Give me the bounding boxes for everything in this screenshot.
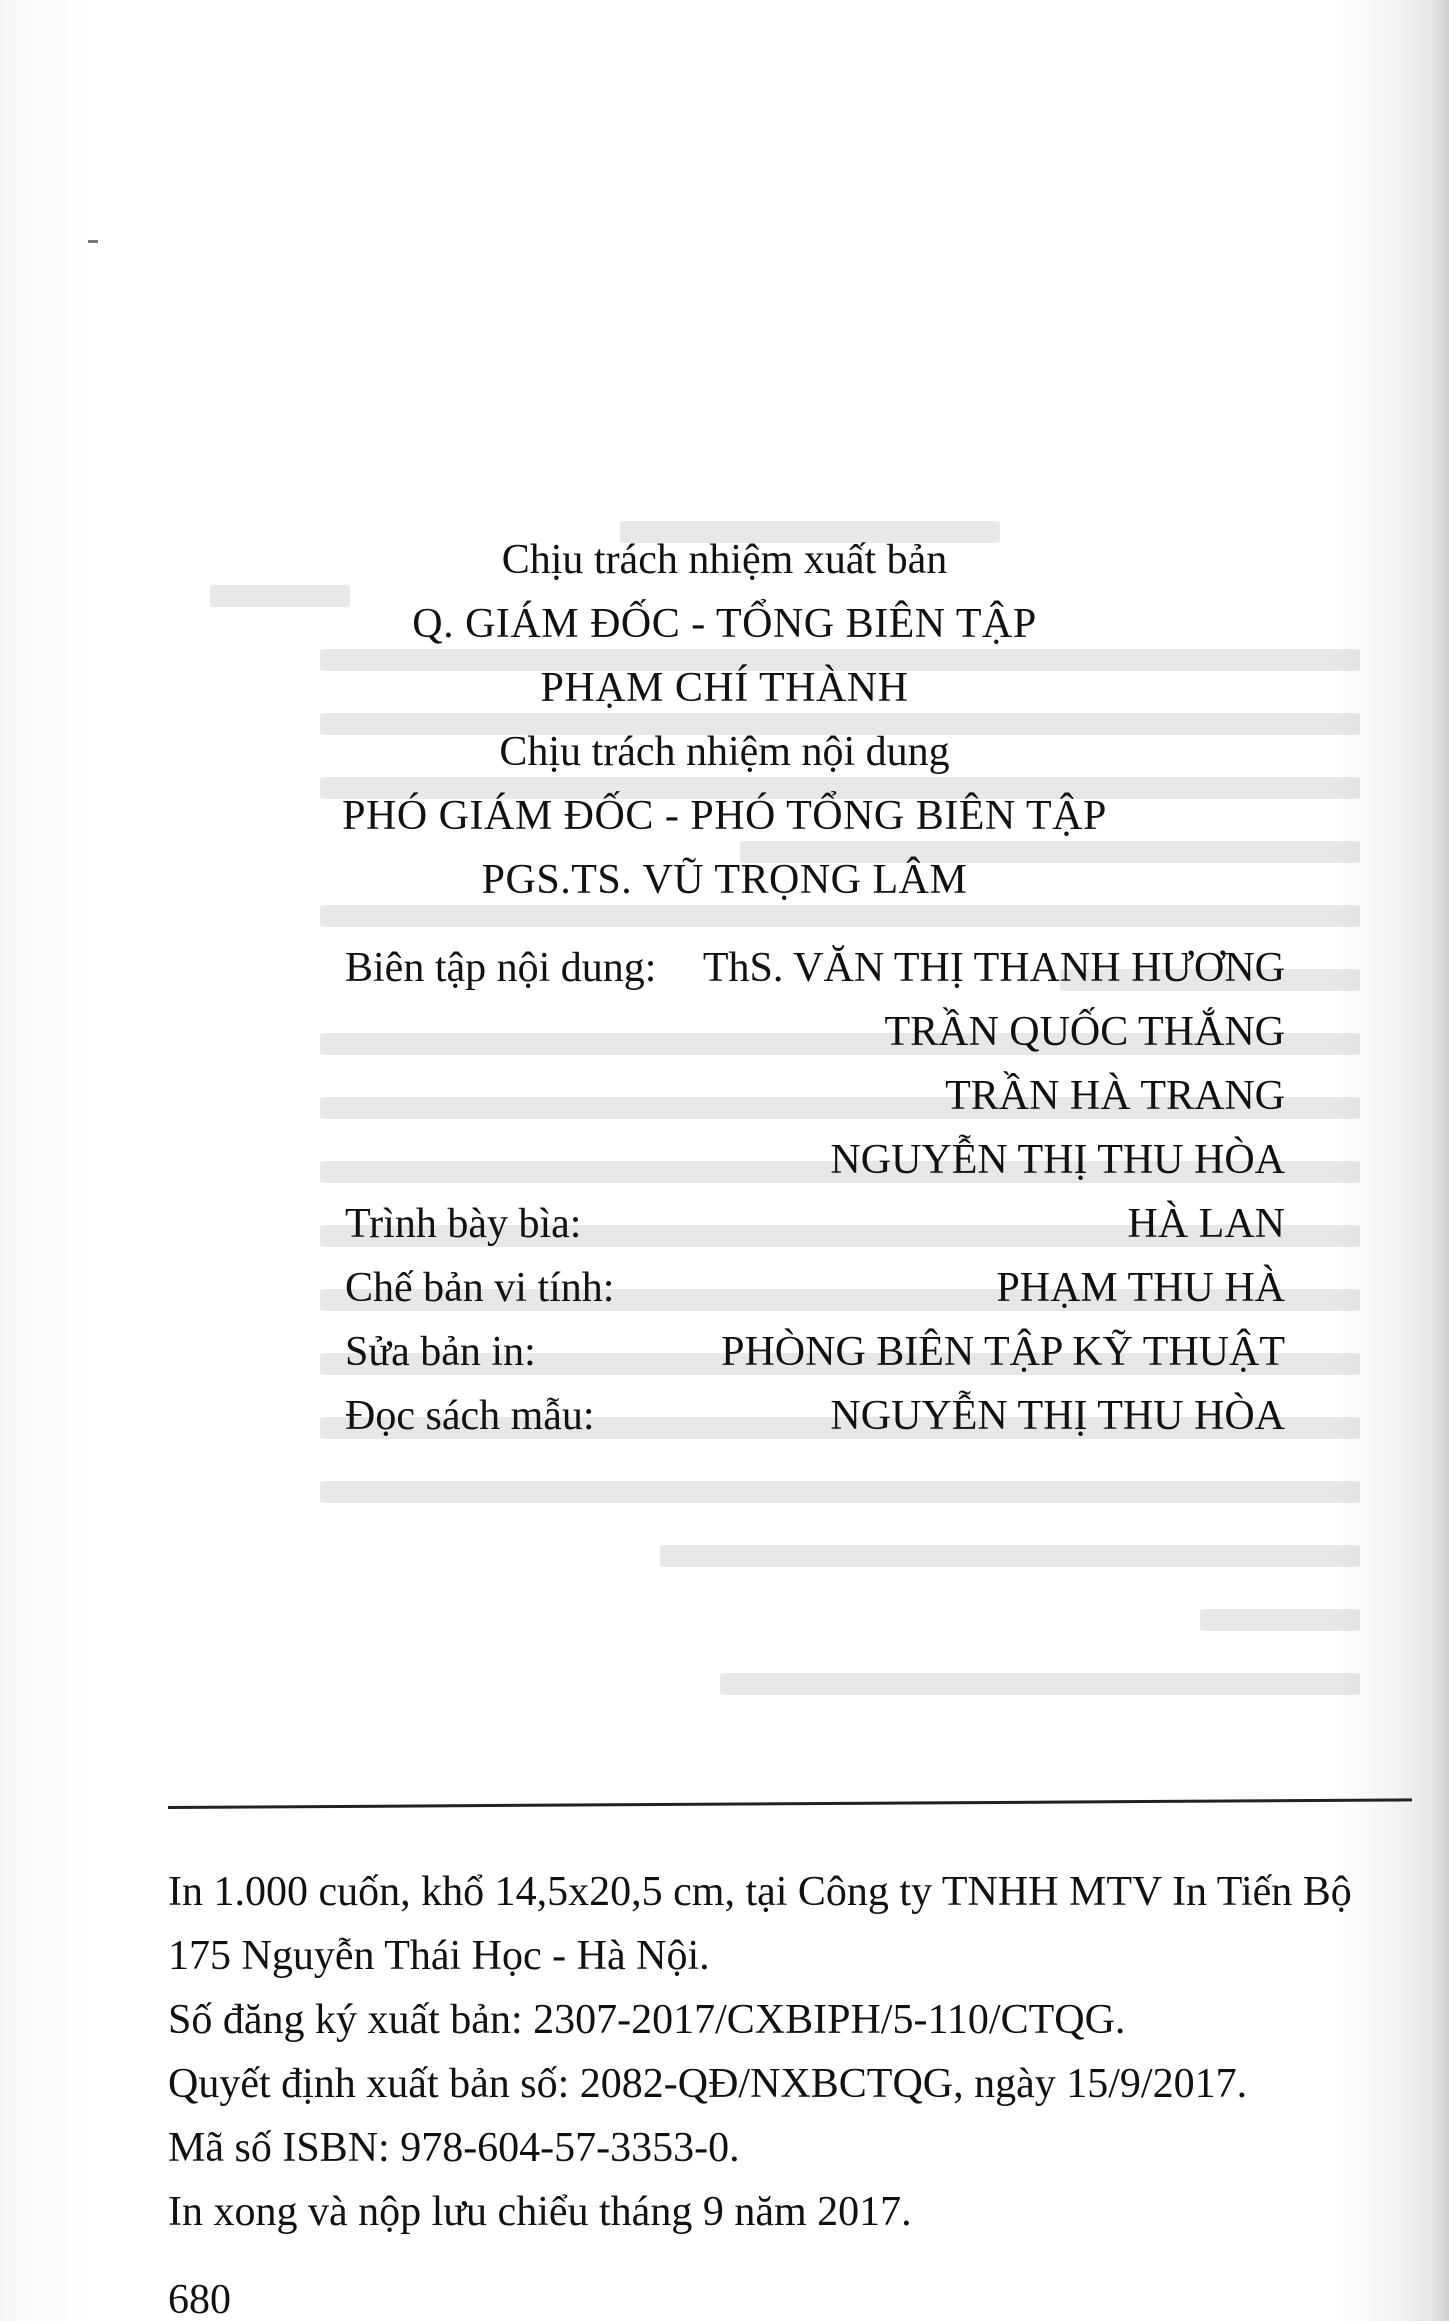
credit-value: NGUYỄN THỊ THU HÒA xyxy=(830,1393,1285,1439)
credit-row xyxy=(345,1256,1285,1320)
credits-block xyxy=(345,936,1285,1448)
credit-value: PHẠM THU HÀ xyxy=(996,1265,1285,1311)
imprint-block xyxy=(168,1860,1428,2244)
stray-mark xyxy=(88,240,98,243)
credit-value: ThS. VĂN THỊ THANH HƯƠNG xyxy=(702,945,1285,991)
publishing-responsibility-name: PHẠM CHÍ THÀNH xyxy=(540,665,909,711)
imprint-line: Mã số ISBN: 978-604-57-3353-0. xyxy=(168,2125,740,2171)
imprint-line: 175 Nguyễn Thái Học - Hà Nội. xyxy=(168,1933,710,1979)
credit-label: Sửa bản in: xyxy=(345,1329,536,1375)
imprint-line: Số đăng ký xuất bản: 2307-2017/CXBIPH/5-110/CTQG. xyxy=(168,1997,1126,2043)
credit-value: HÀ LAN xyxy=(1127,1201,1285,1247)
credit-row xyxy=(345,936,1285,1000)
credit-row xyxy=(345,1128,1285,1192)
publishing-responsibility-heading: Chịu trách nhiệm xuất bản xyxy=(501,537,948,583)
content-responsibility-title: PHÓ GIÁM ĐỐC - PHÓ TỔNG BIÊN TẬP xyxy=(342,793,1107,839)
credit-row xyxy=(345,1192,1285,1256)
credit-label: Trình bày bìa: xyxy=(345,1201,582,1247)
credit-row xyxy=(345,1320,1285,1384)
credit-value: PHÒNG BIÊN TẬP KỸ THUẬT xyxy=(721,1329,1285,1375)
credit-value: TRẦN HÀ TRANG xyxy=(945,1073,1285,1119)
horizontal-rule xyxy=(168,1798,1412,1809)
credit-label: Chế bản vi tính: xyxy=(345,1265,615,1311)
credit-row xyxy=(345,1384,1285,1448)
imprint-line: Quyết định xuất bản số: 2082-QĐ/NXBCTQG, ngày 15/9/2017. xyxy=(168,2061,1248,2107)
credit-label: Đọc sách mẫu: xyxy=(345,1393,595,1439)
credit-label: Biên tập nội dung: xyxy=(345,945,657,991)
publishing-responsibility-title: Q. GIÁM ĐỐC - TỔNG BIÊN TẬP xyxy=(412,601,1037,647)
content-responsibility-heading: Chịu trách nhiệm nội dung xyxy=(499,729,950,775)
credit-row xyxy=(345,1000,1285,1064)
credit-row xyxy=(345,1064,1285,1128)
imprint-line: In 1.000 cuốn, khổ 14,5x20,5 cm, tại Công ty TNHH MTV In Tiến Bộ xyxy=(168,1869,1352,1915)
imprint-line: In xong và nộp lưu chiểu tháng 9 năm 2017. xyxy=(168,2189,912,2235)
page-number: 680 xyxy=(168,2277,231,2323)
page-edge-shadow xyxy=(1431,0,1449,2321)
content-responsibility-name: PGS.TS. VŨ TRỌNG LÂM xyxy=(481,857,968,903)
responsibility-block xyxy=(0,528,1449,912)
credit-value: TRẦN QUỐC THẮNG xyxy=(884,1009,1285,1055)
credit-value: NGUYỄN THỊ THU HÒA xyxy=(830,1137,1285,1183)
